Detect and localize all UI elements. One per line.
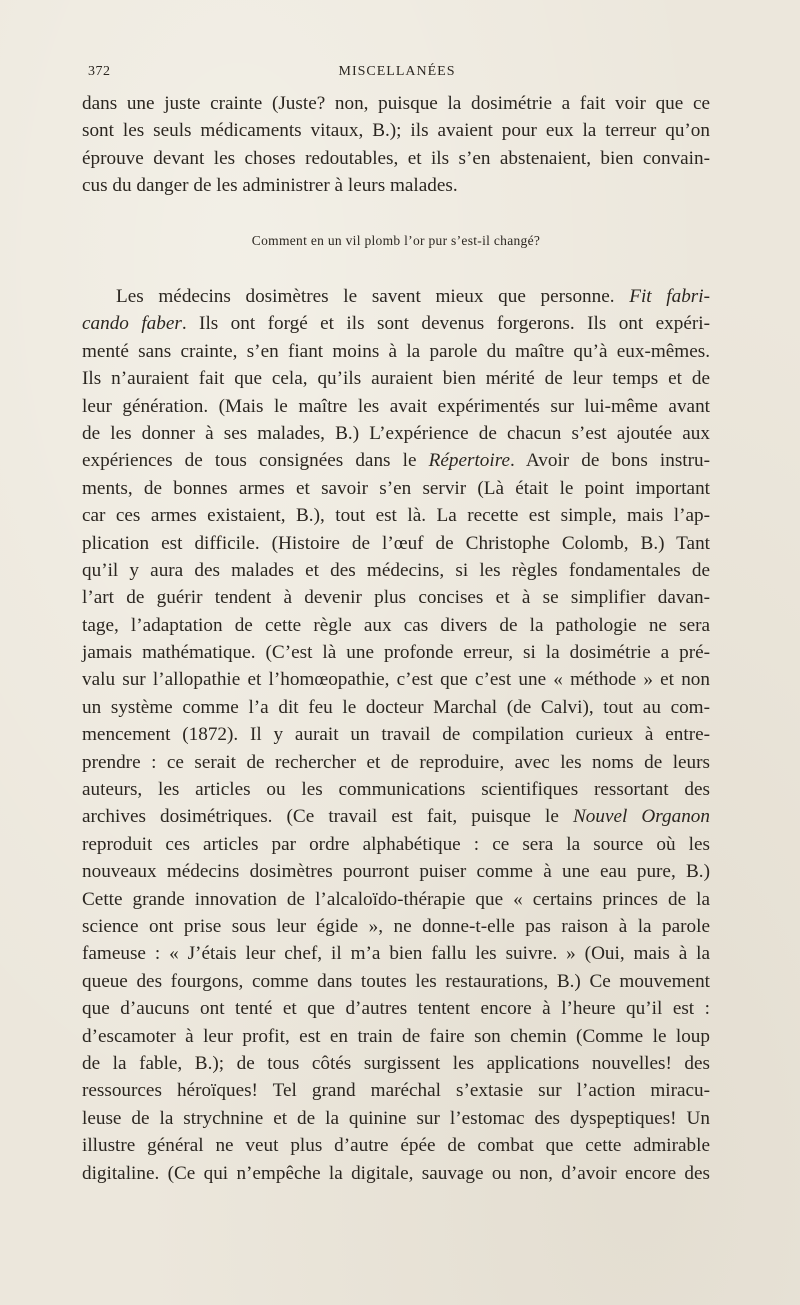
text-line: leuse de la strychnine et de la quinine sur l’estomac des dyspeptiques! Un	[82, 1107, 710, 1129]
text-line: Ils n’auraient fait que cela, qu’ils auraient bien mérité de leur temps et de	[82, 368, 710, 390]
text-line	[82, 310, 710, 337]
text-line: car ces armes existaient, B.), tout est là. La recette est simple, mais l’ap-	[82, 505, 710, 527]
paragraph-1	[82, 90, 710, 200]
text-line: qu’il y aura des malades et des médecins, si les règles fondamentales de	[82, 559, 710, 581]
text-line: science ont prise sous leur égide », ne donne-t-elle pas raison à la parole	[82, 915, 710, 937]
latin-phrase: Fit fabri-	[629, 286, 710, 307]
text-line: d’escamoter à leur profit, est en train de faire son chemin (Comme le loup	[82, 1025, 710, 1047]
text-line: tage, l’adaptation de cette règle aux cas divers de la pathologie ne sera	[82, 614, 710, 636]
text-run: . Ils ont forgé et ils sont devenus forgerons. Ils ont expéri-	[181, 313, 710, 335]
text-line: cus du danger de les administrer à leurs malades.	[82, 175, 458, 197]
page-number: 372	[88, 64, 111, 79]
text-line: un système comme l’a dit feu le docteur Marchal (de Calvi), tout au com-	[82, 696, 710, 718]
text-line: dans une juste crainte (Juste? non, puisque la dosimétrie a fait voir que ce	[82, 93, 710, 114]
running-header	[88, 64, 706, 84]
text-run: . Avoir de bons instru-	[509, 450, 711, 472]
text-run: expériences de tous consignées dans le	[82, 450, 429, 472]
text-line: queue des fourgons, comme dans toutes les restaurations, B.) Ce mouvement	[82, 970, 710, 992]
text-line: ments, de bonnes armes et savoir s’en servir (Là était le point important	[82, 477, 710, 499]
text-line: ressources héroïques! Tel grand maréchal s’extasie sur l’action miracu-	[82, 1080, 710, 1102]
section-subheading: Comment en un vil plomb l’or pur s’est-il changé?	[251, 233, 541, 248]
text-line: de la fable, B.); de tous côtés surgissent les applications nouvelles! des	[82, 1052, 710, 1074]
text-run: Les médecins dosimètres le savent mieux que personne.	[116, 286, 630, 307]
text-line: reproduit ces articles par ordre alphabétique : ce sera la source où les	[82, 833, 710, 855]
book-title: Répertoire	[428, 450, 510, 472]
text-run: archives dosimétriques. (Ce travail est fait, puisque le	[82, 806, 573, 828]
text-line: leur génération. (Mais le maître les avait expérimentés sur lui-même avant	[82, 395, 710, 417]
text-line: Cette grande innovation de l’alcaloïdo-thérapie que « certains princes de la	[82, 888, 710, 910]
text-line: éprouve devant les choses redoutables, et ils s’en abstenaient, bien convain-	[82, 147, 710, 169]
text-line: fameuse : « J’étais leur chef, il m’a bien fallu les suivre. » (Oui, mais à la	[82, 943, 710, 965]
text-line	[82, 447, 710, 474]
book-title: Nouvel Organon	[572, 806, 710, 828]
text-line: sont les seuls médicaments vitaux, B.); ils avaient pour eux la terreur qu’on	[82, 120, 710, 142]
text-line	[82, 803, 710, 830]
text-line: de les donner à ses malades, B.) L’expérience de chacun s’est ajoutée aux	[82, 422, 710, 444]
text-line: auteurs, les articles ou les communications scientifiques ressortant des	[82, 779, 710, 801]
text-line: nouveaux médecins dosimètres pourront puiser comme à une eau pure, B.)	[82, 861, 710, 883]
text-line: digitaline. (Ce qui n’empêche la digitale, sauvage ou non, d’avoir encore des	[82, 1162, 710, 1184]
text-line: mencement (1872). Il y aurait un travail de compilation curieux à entre-	[82, 724, 710, 746]
text-line: que d’aucuns ont tenté et que d’autres tentent encore à l’heure qu’il est :	[82, 998, 710, 1020]
text-line: jamais mathématique. (C’est là une profonde erreur, si la dosimétrie a pré-	[82, 642, 710, 664]
text-line: l’art de guérir tendent à devenir plus concises et à se simplifier davan-	[82, 587, 710, 609]
text-line: menté sans crainte, s’en fiant moins à la parole du maître qu’à eux-mêmes.	[82, 340, 710, 362]
text-line: valu sur l’allopathie et l’homœopathie, c’est que c’est une « méthode » et non	[82, 669, 710, 691]
text-line: plication est difficile. (Histoire de l’œuf de Christophe Colomb, B.) Tant	[82, 532, 710, 554]
running-title: MISCELLANÉES	[338, 64, 456, 79]
text-line: prendre : ce serait de rechercher et de reproduire, avec les noms de leurs	[82, 751, 710, 773]
latin-phrase: cando faber	[82, 313, 182, 335]
paragraph-2	[82, 283, 710, 1187]
text-line	[82, 283, 710, 310]
text-line: illustre général ne veut plus d’autre épée de combat que cette admirable	[82, 1135, 710, 1157]
